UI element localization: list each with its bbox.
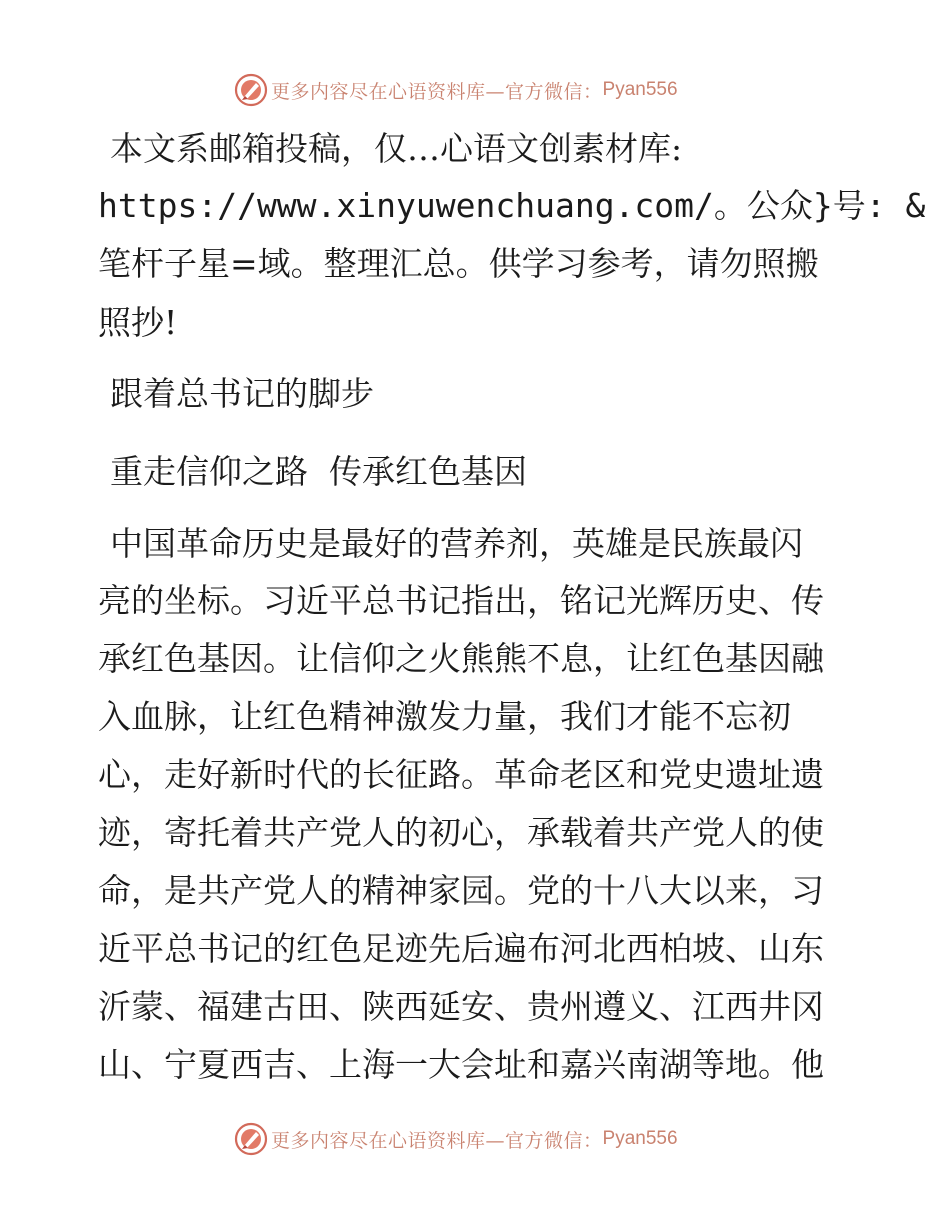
banner-wechat-handle: Pyan556 xyxy=(602,1128,678,1149)
body-line-5: 心，走好新时代的长征路。革命老区和党史遗址遗 xyxy=(98,755,824,794)
body-line-7: 命，是共产党人的精神家园。党的十八大以来，习 xyxy=(98,871,824,910)
header-banner xyxy=(234,73,714,107)
body-line-2: 亮的坐标。习近平总书记指出，铭记光辉历史、传 xyxy=(98,581,824,620)
notice-line-3: 笔杆子星=域。整理汇总。供学习参考，请勿照搬 xyxy=(98,244,819,283)
heading-2: 重走信仰之路 传承红色基因 xyxy=(110,452,527,491)
body-line-9: 沂蒙、福建古田、陕西延安、贵州遵义、江西井冈 xyxy=(98,987,824,1026)
footer-banner xyxy=(234,1122,714,1156)
notice-line-4: 照抄! xyxy=(98,303,178,342)
notice-line-2: https://www.xinyuwenchuang.com/。公众}号: & xyxy=(98,186,926,225)
banner-wechat-handle: Pyan556 xyxy=(602,79,678,100)
body-line-8: 近平总书记的红色足迹先后遍布河北西柏坡、山东 xyxy=(98,929,824,968)
notice-line-1: 本文系邮箱投稿，仅…心语文创素材库: xyxy=(110,129,683,168)
body-line-3: 承红色基因。让信仰之火熊熊不息，让红色基因融 xyxy=(98,639,824,678)
banner-text: 更多内容尽在心语资料库—官方微信： xyxy=(271,80,603,103)
banner-text: 更多内容尽在心语资料库—官方微信： xyxy=(271,1129,603,1152)
quill-logo-icon xyxy=(234,1122,268,1156)
body-line-4: 入血脉，让红色精神激发力量，我们才能不忘初 xyxy=(98,697,791,736)
quill-logo-icon xyxy=(234,73,268,107)
body-line-10: 山、宁夏西吉、上海一大会址和嘉兴南湖等地。他 xyxy=(98,1045,824,1084)
body-line-1: 中国革命历史是最好的营养剂，英雄是民族最闪 xyxy=(110,524,803,563)
heading-1: 跟着总书记的脚步 xyxy=(110,374,374,413)
body-line-6: 迹，寄托着共产党人的初心，承载着共产党人的使 xyxy=(98,813,824,852)
